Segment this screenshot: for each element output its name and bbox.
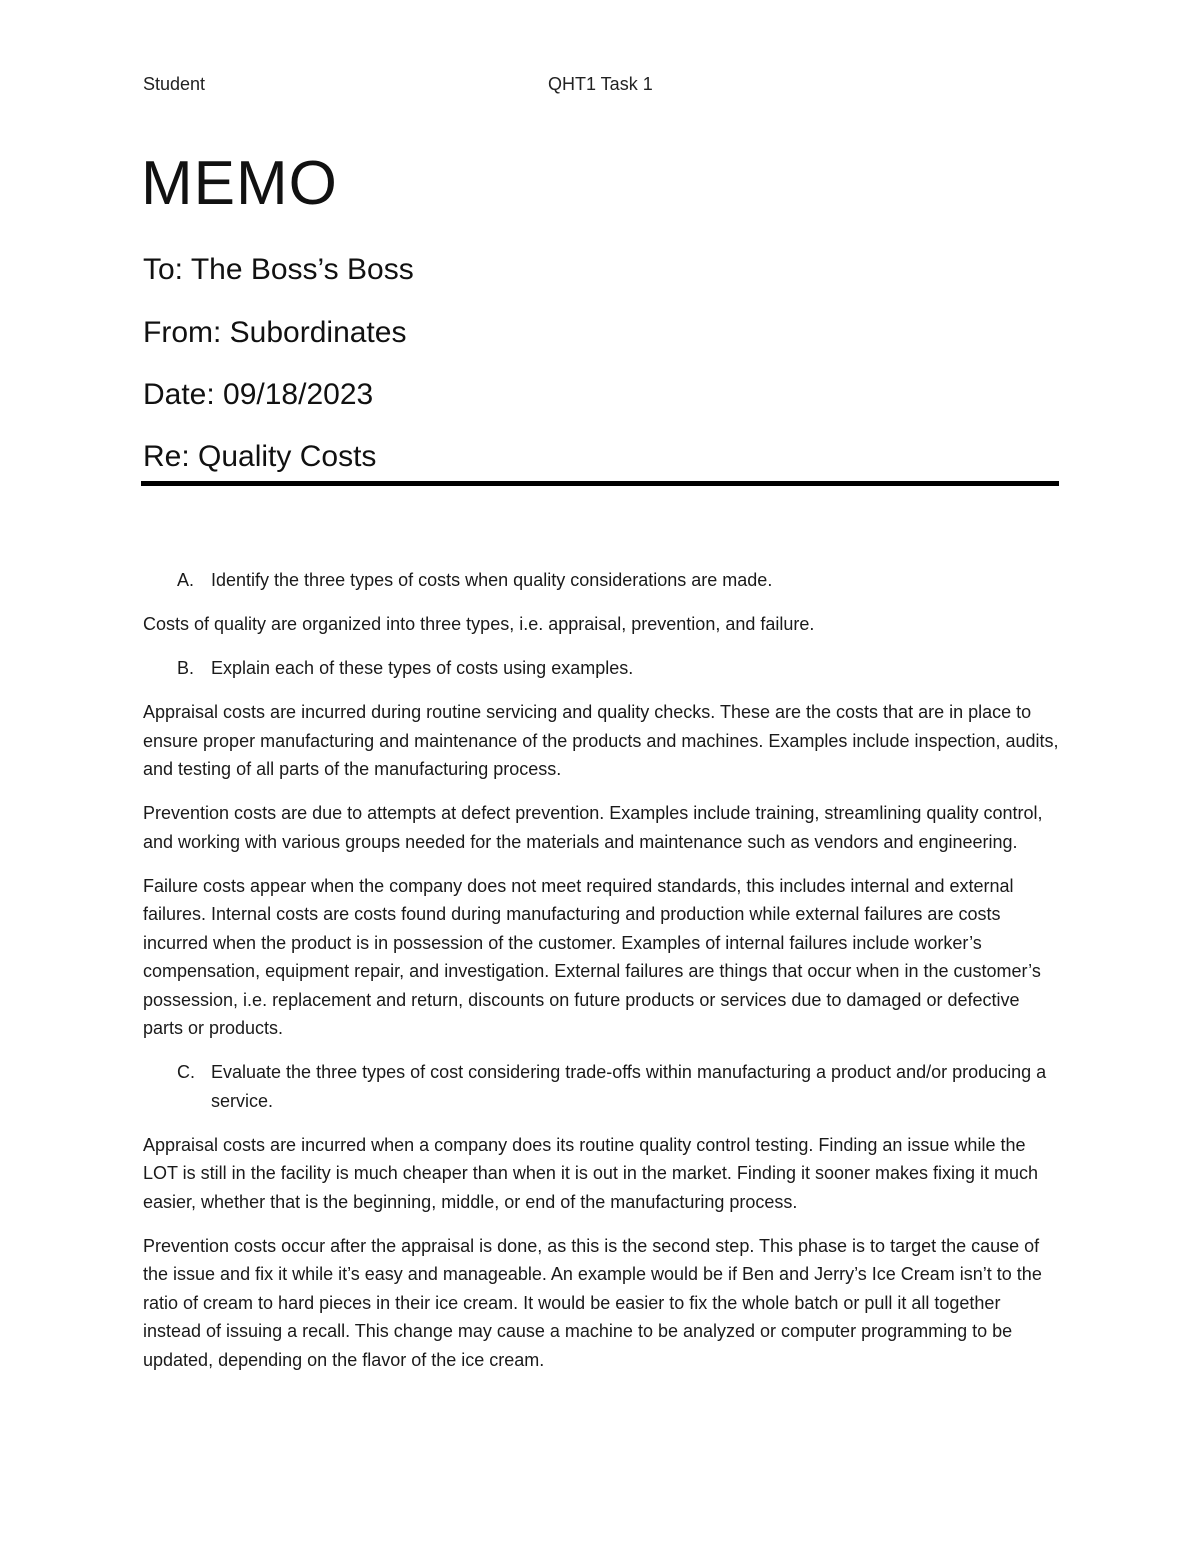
memo-title: MEMO <box>141 149 338 218</box>
paragraph-prevention-costs: Prevention costs are due to attempts at defect prevention. Examples include training, streamlining quality control, and working with various groups needed for the materials and maintenance such as vendors and engineering. <box>143 803 1043 852</box>
list-item-c <box>143 1058 1061 1115</box>
header-student: Student <box>143 74 206 94</box>
paragraph-cost-types: Costs of quality are organized into three types, i.e. appraisal, prevention, and failure. <box>143 614 815 634</box>
paragraph-prevention-evaluation: Prevention costs occur after the appraisal is done, as this is the second step. This phase is to target the cause of the issue and fix it while it’s easy and manageable. An example would be if Ben and Jerry’s Ice Cream isn’t to the ratio of cream to hard pieces in their ice cream. It would be easier to fix the whole batch or pull it all together instead of issuing a recall. This change may cause a machine to be analyzed or computer programming to be updated, depending on the flavor of the ice cream. <box>143 1235 1042 1370</box>
header-divider <box>141 481 1059 486</box>
list-text-b: Explain each of these types of costs using examples. <box>211 658 634 678</box>
list-text-c: Evaluate the three types of cost considering trade-offs within manufacturing a product and/or producing a service. <box>211 1062 1047 1111</box>
memo-body <box>143 566 1061 1390</box>
list-text-a: Identify the three types of costs when quality considerations are made. <box>211 570 773 590</box>
list-item-a <box>143 566 1061 595</box>
list-marker-c: C. <box>177 1062 195 1082</box>
header-task: QHT1 Task 1 <box>548 74 653 94</box>
paragraph-appraisal-costs: Appraisal costs are incurred during routine servicing and quality checks. These are the costs that are in place to ensure proper manufacturing and maintenance of the products and machines. Examples include inspection, audits, and testing of all parts of the manufacturing process. <box>143 702 1059 779</box>
paragraph-failure-costs: Failure costs appear when the company does not meet required standards, this includes internal and external failures. Internal costs are costs found during manufacturing and production while external failures are costs incurred when the product is in possession of the customer. Examples of internal failures include worker’s compensation, equipment repair, and investigation. External failures are things that occur when in the customer’s possession, i.e. replacement and return, discounts on future products or services due to damaged or defective parts or products. <box>143 875 1041 1038</box>
list-marker-b: B. <box>177 658 195 678</box>
memo-date: Date: 09/18/2023 <box>143 378 374 411</box>
paragraph-appraisal-evaluation: Appraisal costs are incurred when a company does its routine quality control testing. Finding an issue while the LOT is still in the facility is much cheaper than when it is out in the market. Finding it sooner makes fixing it much easier, whether that is the beginning, middle, or end of the manufacturing process. <box>143 1134 1039 1212</box>
memo-re: Re: Quality Costs <box>143 440 377 473</box>
list-marker-a: A. <box>177 570 195 590</box>
memo-to: To: The Boss’s Boss <box>143 253 414 286</box>
memo-from: From: Subordinates <box>143 316 407 349</box>
list-item-b <box>143 654 1061 683</box>
